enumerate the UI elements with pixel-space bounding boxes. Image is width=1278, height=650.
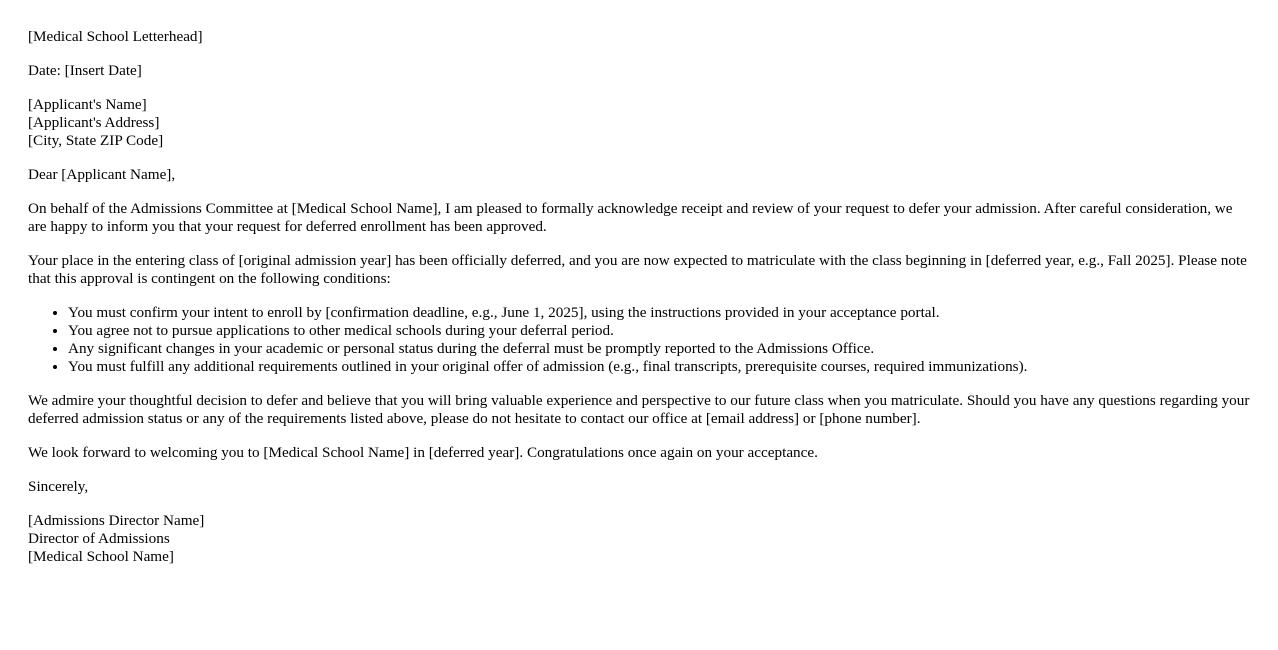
closing — [28, 478, 1250, 496]
closing-text: Sincerely, — [28, 478, 89, 495]
paragraph-welcome: We look forward to welcoming you to [Medical School Name] in [deferred year]. Congratulations once again on your acceptance. — [28, 444, 818, 461]
date-text: Date: [Insert Date] — [28, 62, 142, 79]
salutation-text: Dear [Applicant Name], — [28, 166, 176, 183]
paragraph-approval-notice: On behalf of the Admissions Committee at [Medical School Name], I am pleased to formally acknowledge receipt and review of your request to defer your admission. After careful consideration, we are happy to inform you that your request for deferred enrollment has been approved. — [28, 200, 1233, 235]
recipient-city-state-zip: [City, State ZIP Code] — [28, 132, 164, 149]
signature-title: Director of Admissions — [28, 530, 170, 547]
salutation — [28, 166, 1250, 184]
letterhead-text: [Medical School Letterhead] — [28, 28, 203, 45]
paragraph-contact-info: We admire your thoughtful decision to defer and believe that you will bring valuable experience and perspective to our future class when you matriculate. Should you have any questions regarding your deferred admission status or any of the requirements listed above, please do not hesitate to contact our office at [email address] or [phone number]. — [28, 392, 1250, 427]
date-line — [28, 62, 1250, 80]
signature-block — [28, 512, 1250, 566]
condition-item: • You must fulfill any additional requirements outlined in your original offer of admission (e.g., final transcripts, prerequisite courses, required immunizations). — [68, 358, 1250, 376]
letterhead — [28, 28, 1250, 46]
conditions-list — [28, 304, 1250, 376]
condition-item: • You agree not to pursue applications to other medical schools during your deferral period. — [68, 322, 1250, 340]
condition-item: • Any significant changes in your academic or personal status during the deferral must be promptly reported to the Admissions Office. — [68, 340, 1250, 358]
recipient-address: [Applicant's Address] — [28, 114, 160, 131]
signature-school: [Medical School Name] — [28, 548, 174, 565]
recipient-name: [Applicant's Name] — [28, 96, 147, 113]
signature-name: [Admissions Director Name] — [28, 512, 205, 529]
letter-body — [28, 28, 1250, 582]
condition-item: • You must confirm your intent to enroll by [confirmation deadline, e.g., June 1, 2025], using the instructions provided in your acceptance portal. — [68, 304, 1250, 322]
recipient-address-block — [28, 96, 1250, 150]
paragraph-deferral-details: Your place in the entering class of [original admission year] has been officially deferred, and you are now expected to matriculate with the class beginning in [deferred year, e.g., Fall 2025]. Please note that this approval is contingent on the following conditions: — [28, 252, 1247, 287]
